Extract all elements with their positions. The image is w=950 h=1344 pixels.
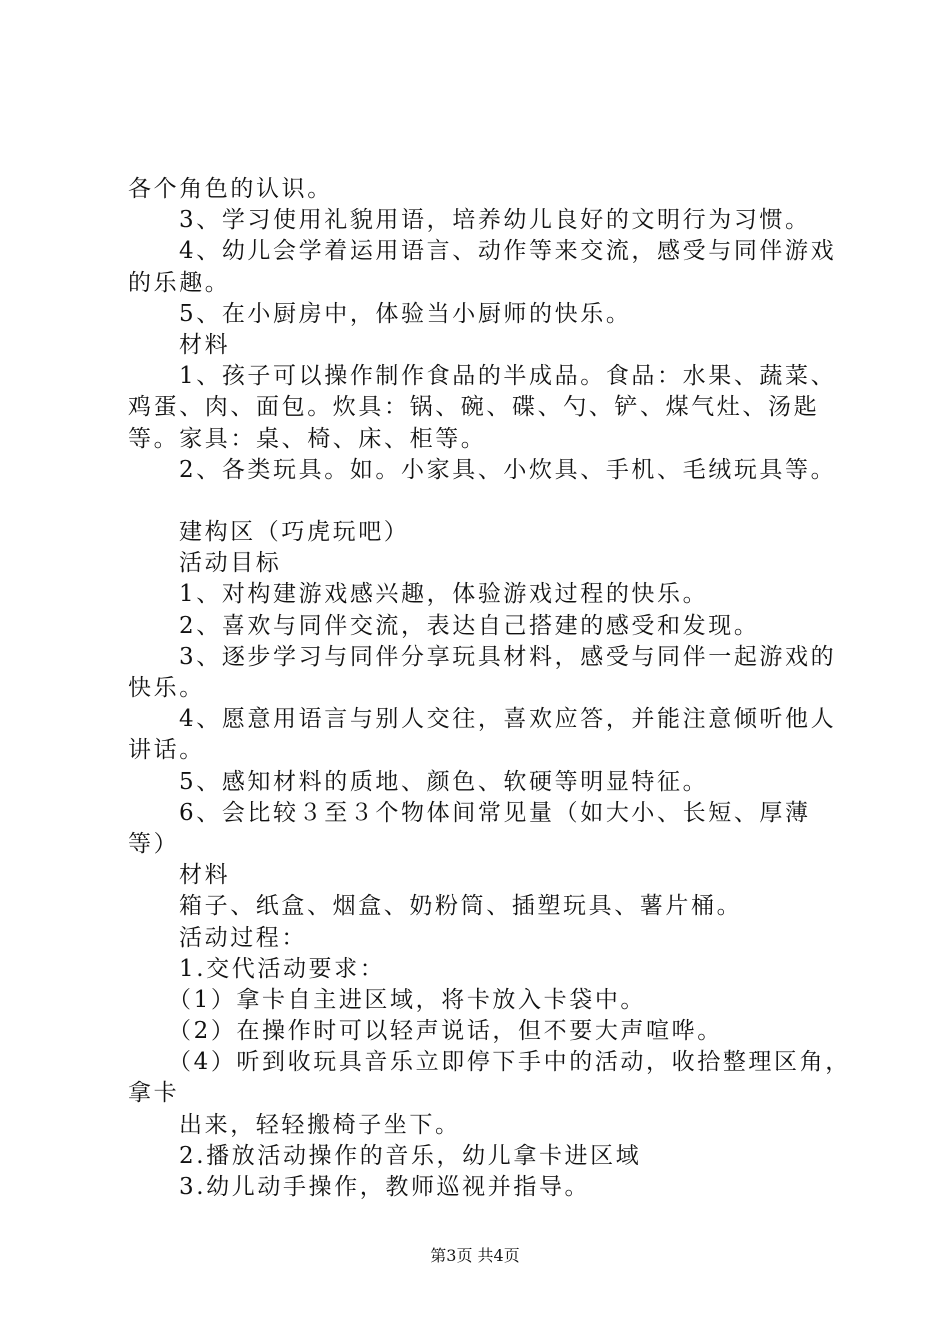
text-line: 5、在小厨房中，体验当小厨师的快乐。: [179, 300, 632, 327]
text-line: （1）拿卡自主进区域，将卡放入卡袋中。: [168, 986, 647, 1013]
text-line: 3、逐步学习与同伴分享玩具材料，感受与同伴一起游戏的: [179, 643, 837, 670]
text-line: 2.播放活动操作的音乐，幼儿拿卡进区域: [179, 1142, 642, 1169]
document-body: [128, 174, 851, 1203]
text-line: 讲话。: [128, 737, 205, 764]
text-line: （2）在操作时可以轻声说话，但不要大声喧哗。: [168, 1018, 723, 1045]
text-line: 拿卡: [128, 1080, 180, 1107]
text-line: 4、愿意用语言与别人交往，喜欢应答，并能注意倾听他人: [179, 706, 837, 733]
text-line: 材料: [179, 331, 231, 358]
page-footer: 第3页 共4页: [430, 1246, 520, 1265]
text-line: 2、各类玩具。如。小家具、小炊具、手机、毛绒玩具等。: [179, 456, 837, 483]
text-line: 快乐。: [128, 675, 205, 701]
text-line: 活动过程：: [179, 924, 307, 951]
text-line: 1.交代活动要求：: [179, 955, 386, 982]
text-line: 等。家具：桌、椅、床、柜等。: [128, 425, 487, 452]
text-line: 6、会比较３至３个物体间常见量（如大小、长短、厚薄: [179, 799, 811, 826]
text-line: 3.幼儿动手操作，教师巡视并指导。: [179, 1174, 591, 1200]
text-line: 各个角色的认识。: [128, 176, 333, 202]
text-line: 出来，轻轻搬椅子坐下。: [179, 1111, 461, 1138]
text-line: 5、感知材料的质地、颜色、软硬等明显特征。: [179, 768, 709, 795]
text-line: 4、幼儿会学着运用语言、动作等来交流，感受与同伴游戏: [179, 238, 837, 265]
text-line: 3、学习使用礼貌用语，培养幼儿良好的文明行为习惯。: [179, 207, 811, 234]
blank-line: [128, 486, 838, 517]
text-line: 鸡蛋、肉、面包。炊具：锅、碗、碟、勺、铲、煤气灶、汤匙: [128, 394, 820, 421]
text-line: 活动目标: [179, 550, 282, 577]
text-line: 建构区（巧虎玩吧）: [179, 519, 410, 546]
text-line: 箱子、纸盒、烟盒、奶粉筒、插塑玩具、薯片桶。: [179, 893, 743, 920]
text-line: 材料: [179, 862, 231, 889]
text-line: 等）: [128, 830, 180, 857]
text-line: 的乐趣。: [128, 269, 231, 296]
text-line: 1、对构建游戏感兴趣，体验游戏过程的快乐。: [179, 581, 709, 608]
text-line: （4）听到收玩具音乐立即停下手中的活动，收拾整理区角，: [168, 1049, 851, 1076]
text-line: 1、孩子可以操作制作食品的半成品。食品：水果、蔬菜、: [179, 363, 837, 390]
text-line: 2、喜欢与同伴交流，表达自己搭建的感受和发现。: [179, 612, 760, 639]
